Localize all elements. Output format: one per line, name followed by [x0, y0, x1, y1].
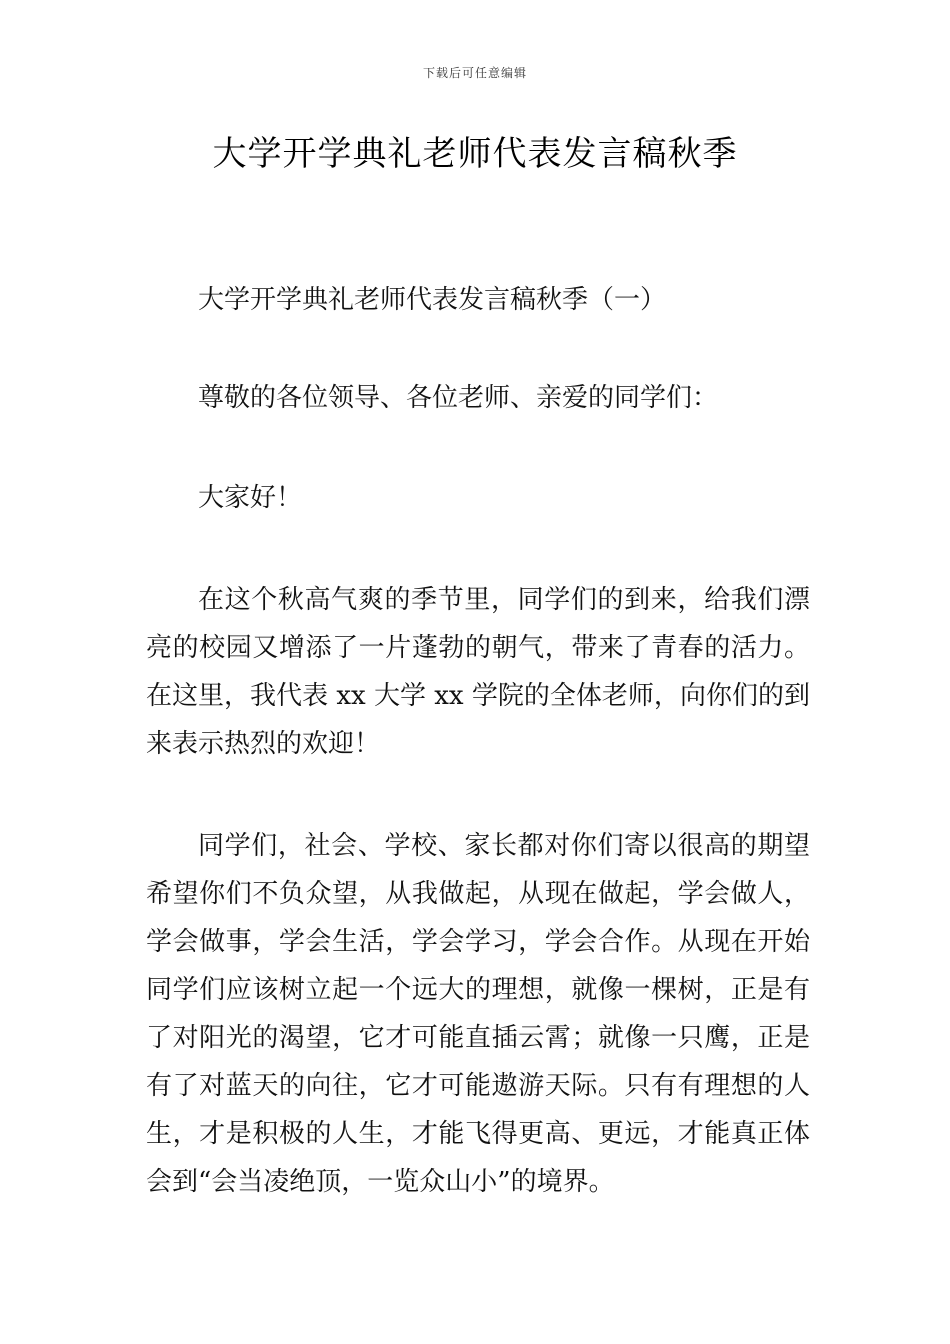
document-subtitle: 大学开学典礼老师代表发言稿秋季（一）: [198, 285, 667, 315]
header-note: 下载后可任意编辑: [422, 66, 527, 80]
paragraph-expectations: 同学们，社会、学校、家长都对你们寄以很高的期望希望你们不负众望，从我做起，从现在做起，学会做人，学会做事，学会生活，学会学习，学会合作。从现在开始同学们应该树立起一个远大的理想，就像一棵树，正是有了对阳光的渴望，它才可能直插云霄；就像一只鹰，正是有了对蓝天的向往，它才可能遨游天际。只有有理想的人生，才是积极的人生，才能飞得更高、更远，才能真正体会到“会当凌绝顶，一览众山小”的境界。: [146, 831, 810, 1197]
document-title: 大学开学典礼老师代表发言稿秋季: [212, 134, 738, 174]
salutation: 尊敬的各位领导、各位老师、亲爱的同学们：: [198, 383, 719, 413]
greeting: 大家好！: [198, 483, 303, 513]
paragraph-welcome: 在这个秋高气爽的季节里，同学们的到来，给我们漂亮的校园又增添了一片蓬勃的朝气，带来了青春的活力。在这里，我代表 xx 大学 xx 学院的全体老师，向你们的到来表示热烈的欢迎！: [146, 585, 810, 759]
